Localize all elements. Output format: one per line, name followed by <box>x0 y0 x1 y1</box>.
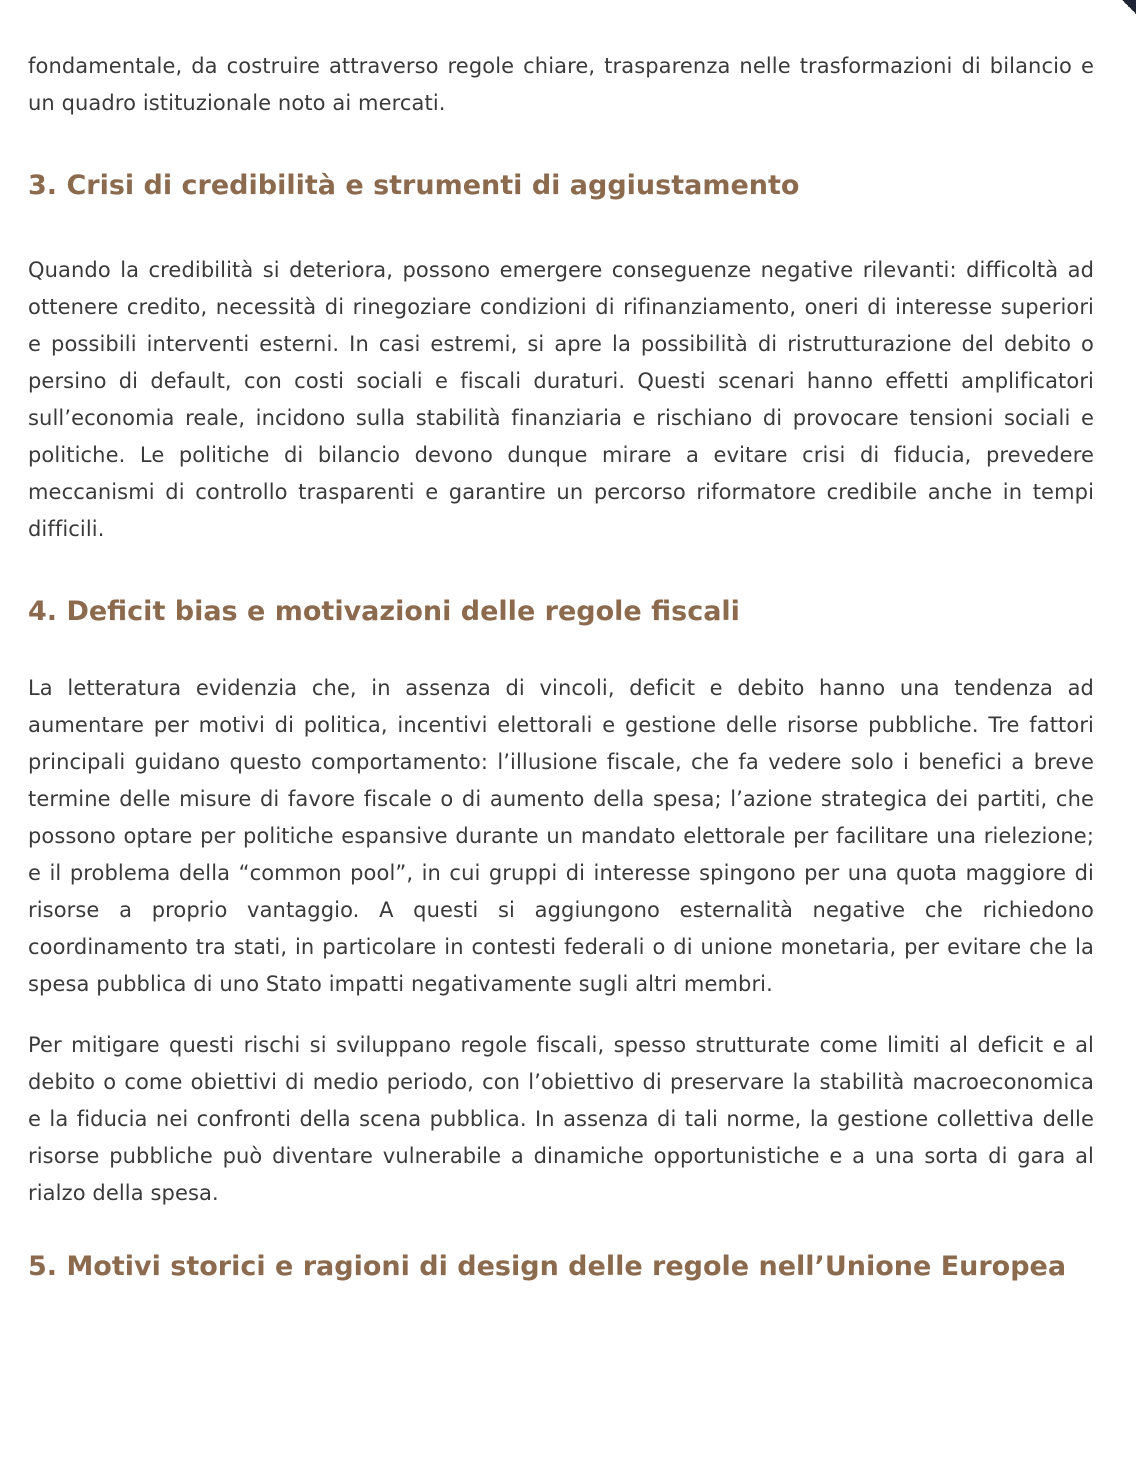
article-body <box>28 48 1094 1287</box>
section-heading-5: 5. Motivi storici e ragioni di design delle regole nell’Unione Europea <box>28 1251 1067 1282</box>
section-heading-3: 3. Crisi di credibilità e strumenti di aggiustamento <box>28 170 800 201</box>
section-heading-4: 4. Deficit bias e motivazioni delle regole fiscali <box>28 596 740 627</box>
paragraph-section3: Quando la credibilità si deteriora, possono emergere conseguenze negative rilevanti: difficoltà ad ottenere credito, necessità di rinegoziare condizioni di rifinanziamento, oneri di interesse superiori e possibili interventi esterni. In casi estremi, si apre la possibilità di ristrutturazione del debito o persino di default, con costi sociali e fiscali duraturi. Questi scenari hanno effetti amplificatori sull’economia reale, incidono sulla stabilità finanziaria e rischiano di provocare tensioni sociali e politiche. Le politiche di bilancio devono dunque mirare a evitare crisi di fiducia, prevedere meccanismi di controllo trasparenti e garantire un percorso riformatore credibile anche in tempi difficili. <box>28 258 1094 541</box>
corner-decoration <box>1122 0 1136 14</box>
paragraph-section4-2: Per mitigare questi rischi si sviluppano regole fiscali, spesso strutturate come limiti al deficit e al debito o come obiettivi di medio periodo, con l’obiettivo di preservare la stabilità macroeconomica e la fiducia nei confronti della scena pubblica. In assenza di tali norme, la gestione collettiva delle risorse pubbliche può diventare vulnerabile a dinamiche opportunistiche e a una sorta di gara al rialzo della spesa. <box>28 1033 1094 1205</box>
paragraph-section4-1: La letteratura evidenzia che, in assenza di vincoli, deficit e debito hanno una tendenza ad aumentare per motivi di politica, incentivi elettorali e gestione delle risorse pubbliche. Tre fattori principali guidano questo comportamento: l’illusione fiscale, che fa vedere solo i benefici a breve termine delle misure di favore fiscale o di aumento della spesa; l’azione strategica dei partiti, che possono optare per politiche espansive durante un mandato elettorale per facilitare una rielezione; e il problema della “common pool”, in cui gruppi di interesse spingono per una quota maggiore di risorse a proprio vantaggio. A questi si aggiungono esternalità negative che richiedono coordinamento tra stati, in particolare in contesti federali o di unione monetaria, per evitare che la spesa pubblica di uno Stato impatti negativamente sugli altri membri. <box>28 676 1094 996</box>
paragraph-intro-tail: fondamentale, da costruire attraverso regole chiare, trasparenza nelle trasformazioni di bilancio e un quadro istituzionale noto ai mercati. <box>28 54 1094 115</box>
